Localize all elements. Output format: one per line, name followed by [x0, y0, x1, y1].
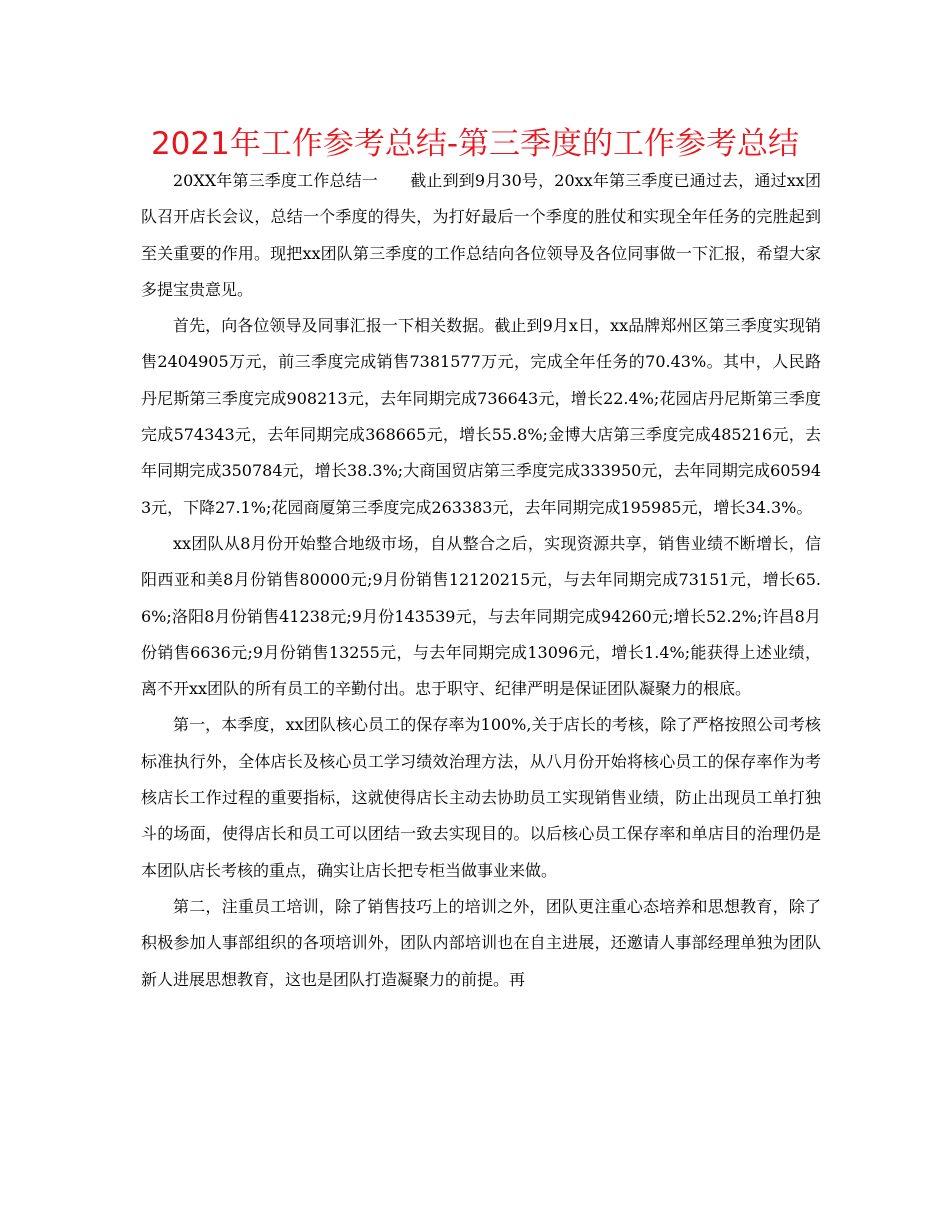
- paragraph-market-integration: xx团队从8月份开始整合地级市场，自从整合之后，实现资源共享，销售业绩不断增长，信阳西亚和美8月份销售80000元;9月份销售12120215元，与去年同期完成73151元，增长65.6%;洛阳8月份销售41238元;9月份143539元，与去年同期完成94260元;增长52.2%;许昌8月份销售6636元;9月份销售13255元，与去年同期完成13096元，增长1.4%;能获得上述业绩，离不开xx团队的所有员工的辛勤付出。忠于职守、纪律严明是保证团队凝聚力的根底。: [141, 533, 821, 699]
- document-body: [141, 163, 821, 998]
- paragraph-staff-training: 第二，注重员工培训，除了销售技巧上的培训之外，团队更注重心态培养和思想教育，除了积极参加人事部组织的各项培训外，团队内部培训也在自主进展，还邀请人事部经理单独为团队新人进展思想教育，这也是团队打造凝聚力的前提。再: [141, 896, 821, 989]
- paragraph-staff-retention: 第一，本季度，xx团队核心员工的保存率为100%,关于店长的考核，除了严格按照公司考核标准执行外，全体店长及核心员工学习绩效治理方法，从八月份开始将核心员工的保存率作为考核店长工作过程的重要指标，这就使得店长主动去协助员工实现销售业绩，防止出现员工单打独斗的场面，使得店长和员工可以团结一致去实现目的。以后核心员工保存率和单店目的治理仍是本团队店长考核的重点，确实让店长把专柜当做事业来做。: [141, 715, 821, 880]
- paragraph-summary-intro: 20XX年第三季度工作总结一 截止到到9月30号，20xx年第三季度已通过去，通过xx团队召开店长会议，总结一个季度的得失，为打好最后一个季度的胜仗和实现全年任务的完胜起到至关重要的作用。现把xx团队第三季度的工作总结向各位领导及各位同事做一下汇报，希望大家多提宝贵意见。: [141, 171, 821, 299]
- paragraph-sales-data: 首先，向各位领导及同事汇报一下相关数据。截止到9月x日，xx品牌郑州区第三季度实现销售2404905万元，前三季度完成销售7381577万元，完成全年任务的70.43%。其中，人民路丹尼斯第三季度完成908213元，去年同期完成736643元，增长22.4%;花园店丹尼斯第三季度完成574343元，去年同期完成368665元，增长55.8%;金博大店第三季度完成485216元，去年同期完成350784元，增长38.3%;大商国贸店第三季度完成333950元，去年同期完成605943元，下降27.1%;花园商厦第三季度完成263383元，去年同期完成195985元，增长34.3%。: [141, 316, 821, 517]
- document-title: 2021年工作参考总结-第三季度的工作参考总结: [150, 126, 800, 162]
